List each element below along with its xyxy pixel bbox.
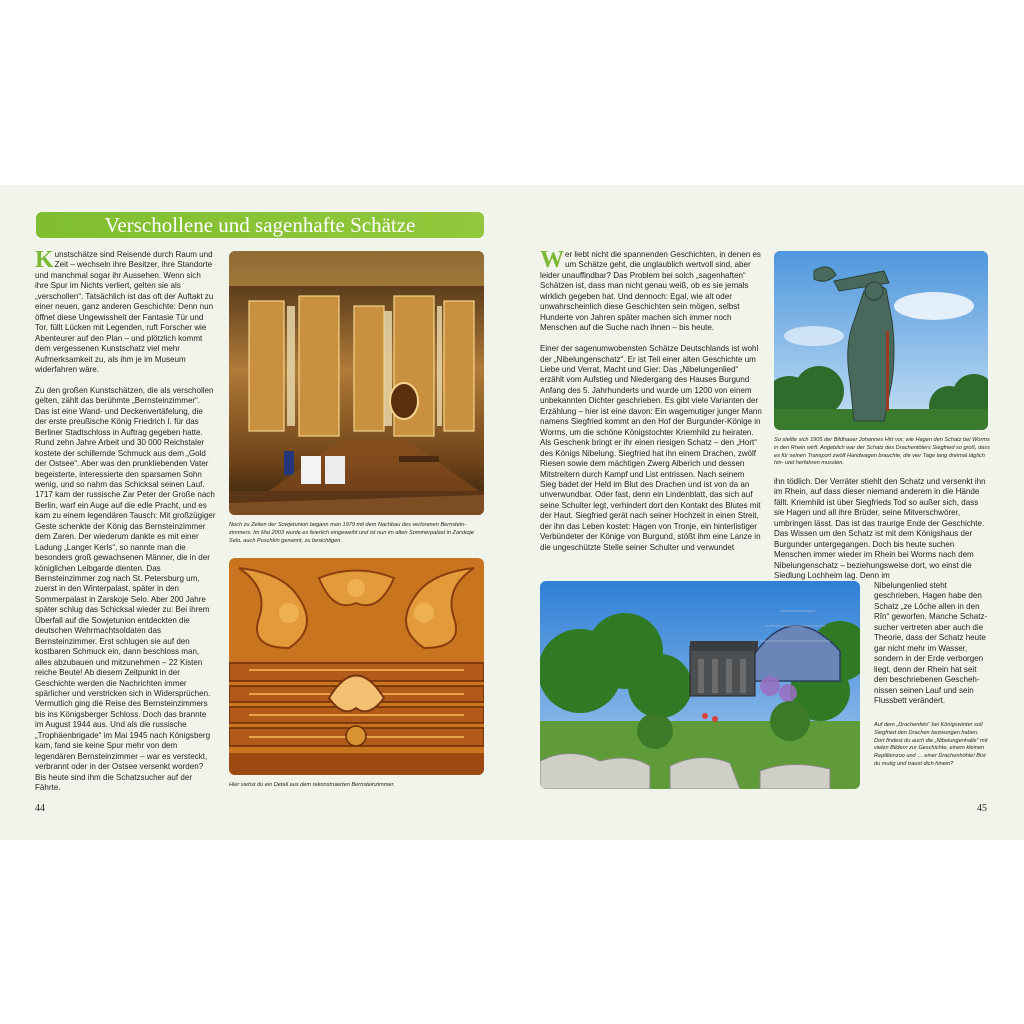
nibelungen-paragraph: Einer der sagenumwobensten Schätze Deutschlands ist wohl der „Nibelungenschatz“. Er ist Teil einer alten Geschichte um Liebe und Verrat, Macht und Gier: Das „Nibelungenlied“ erzählt vom Aufstieg und Niedergang des Hauses Burgund Anfang des 5. Jahrhunderts und wurde um 1200 von einem unbekannten Dichter geschrieben. Es gibt viele Varianten der Erzählung – hier ist eine davon: Ein wagemutiger junger Mann namens Siegfried kommt an den Hof der Burgunder-Könige in Worms, um die schöne Königstochter Kriemhild zu heiraten. Als Geschenk bringt er ihr einen riesigen Schatz – den „Hort“ des Königs Nibelung. Siegfried hat ihn einem Drachen, zwölf Riesen sowie dem mächtigen Zwerg Alberich und dessen Mitstreitern durch Kampf und List entrissen. Nach seinem Sieg badet der Held im Blut des Drachen und ist von da an unverwundbar. Oder fast, denn ein Lindenblatt, das sich auf seine Schulter legt, verhindert dort den Kontakt des Blutes mit der Haut. Siegfried gerät nach seiner Hochzeit in einen Streit, der ihn das Leben kostet: Hagen von Tronje, ein hinterlistiger Verbündeter der Könige von Burgund, stößt ihm eine Lanze in die ungeschützte Stelle seiner Schulter und verwundet (540, 344, 762, 552)
drachenfels-caption: Auf dem „Drachenfels“ bei Königswinter soll Siegfried den Drachen bezwungen haben. Dort findest du auch die „Nibelungenhalle“ mit vielen Bildern zur Geschichte, einem kleinen Reptilienzoo und … einer Drachenhöhle! Bist du mutig und traust dich hinein? (874, 722, 988, 767)
intro-text: unstschätze sind Reisende durch Raum und Zeit – wechseln ihre Besitzer, ihre Standorte und manchmal sogar ihr Aussehen. Wenn sich ihre Spur im Nichts verliert, gelten sie als „verschollen“. Tatsächlich ist das oft der Auftakt zu einer neuen, ganz anderen Geschichte: Denn nun öffnet diese Ungewissheit der Fantasie Tür und Tor, füllt Lücken mit Legenden, ruft Forscher wie Abenteurer auf den Plan – und plötzlich kommt dem vergessenen Kunstschatz viel mehr Aufmerksamkeit zu, als ihm je im Museum widerfahren wäre. (35, 250, 214, 374)
amber-room-paragraph: Zu den großen Kunstschätzen, die als verschollen gelten, zählt das berühmte „Bernsteinzimmer“. Das ist eine Wand- und Deckenvertäfelung, die der erste preußische König Friedrich I. für das Berliner Stadtschloss in Auftrag gegeben hatte. Rund zehn Jahre Arbeit und 30 000 Reichstaler kostete der schillernde Schmuck aus dem „Gold der Ostsee“. Aber was den prunkliebenden Vater begeisterte, interessierte den sparsamen Sohn wenig, und so nahm das Schicksal seinen Lauf. 1717 kam der russische Zar Peter der Große nach Berlin, warf ein Auge auf die edle Pracht, und es kam zu einem legendären Tausch: Mit großzügiger Geste schenkte der König das Bernsteinzimmer dem Zaren. Der wiederum dankte es mit einer Ladung „Langer Kerls“, so nannte man die besonders groß gewachsenen Männer, die in der königlichen Leibgarde dienten. Das Bernsteinzimmer zog nach St. Petersburg um, zuerst in den Winterpalast, später in den Sommerpalast in Zarskoje Selo. Aber 200 Jahre später schlug das Schicksal wieder zu: Bei ihrem Überfall auf die Sowjetunion entdeckten die deutschen Wehrmachtsoldaten das Bernsteinzimmer. Erst schlugen sie auf den kostbaren Schmuck ein, dann beschloss man, alles abzubauen und mitzunehmen – 22 Kisten reiche Beute! Ab diesem Zeitpunkt in der Geschichte werden die Nachrichten immer spärlicher und verstricken sich in Widersprüchen. Vermutlich ging die Reise des Bernsteinzimmers bis ins Königsberger Schloss. Doch das brannte im August 1944 aus. Und als die russische „Trophäenbrigade“ im Mai 1945 nach Königsberg kam, fand sie keine Spur mehr von dem legendären Bernsteinzimmer – war es versteckt, verbrannt oder in der Ostsee versenkt worden? Bis heute sind ihm die Schatzsucher auf der Fährte. (35, 385, 216, 793)
section-title-bar (36, 212, 484, 238)
far-right-text-bottom (874, 581, 988, 706)
section-title: Verschollene und sagenhafte Schätze (104, 213, 416, 237)
treasure-theory-paragraph: Nibelungenlied steht geschrieben, Hagen habe den Schatz „ze Lôche allen in den Rîn“ geworfen. Manche Schatzsucher vertreten aber auch die Theorie, dass der Schatz heute gar nicht mehr im Wasser, sondern in der Erde verborgen liegt, denn der Rhein hat seit den beschriebenen Geschehnissen seinen Lauf und sein Flussbett verändert. (874, 581, 988, 705)
amber-detail-caption: Hier siehst du ein Detail aus dem rekonstruierten Bernsteinzimmer. (229, 782, 395, 788)
treasure-intro-paragraph (540, 247, 762, 334)
amber-detail-photo (229, 558, 484, 775)
hagen-statue-photo (774, 251, 988, 430)
right-text-column (540, 247, 762, 553)
amber-room-photo (229, 251, 484, 515)
drop-cap: K (35, 247, 54, 273)
page-number-right: 45 (977, 803, 987, 814)
amber-room-caption: Noch zu Zeiten der Sowjetunion begann man 1979 mit dem Nachbau des verlorenen Bernsteinzimmers. Im Mai 2003 wurde es feierlich eingeweiht und ist nun im alten Sommerpalast in Zarskoje Selo, auch Puschkin genannt, zu besichtigen. (229, 522, 474, 544)
drop-cap: W (540, 247, 564, 273)
drachenfels-photo (540, 581, 860, 789)
page-number-left: 44 (35, 803, 45, 814)
treasure-intro-text: er liebt nicht die spannenden Geschichten, in denen es um Schätze geht, die unglaublich wertvoll sind, aber leider unauffindbar? Das Problem bei solch „sagenhaften“ Schätzen ist, dass man nicht genau weiß, ob es sie jemals wirklich gegeben hat. Und dennoch: Egal, wie alt oder unwahrscheinlich diese Geschichten sein mögen, selbst Hunderte von Jahren später machen sich immer noch Menschen auf die Suche nach ihnen – bis heute. (540, 250, 761, 333)
left-text-column (35, 247, 216, 794)
treasure-sinking-paragraph: ihn tödlich. Der Verräter stiehlt den Schatz und versenkt ihn im Rhein, auf dass dieser niemand anderem in die Hände fällt. Kriemhild ist über Siegfrieds Tod so außer sich, dass sie Hagen und all ihre Brüder, seine Mitverschwörer, umbringen lässt. Das ist das traurige Ende der Geschichte. Das Wissen um den Schatz ist mit dem Königshaus der Burgunder untergegangen. Doch bis heute suchen Menschen immer wieder im Rhein bei Worms nach dem Nibelungenschatz – beziehungsweise dort, wo einst die Siedlung Lochheim lag. Denn im (774, 477, 986, 581)
far-right-text-top (774, 477, 988, 582)
intro-paragraph (35, 247, 216, 375)
statue-caption: So stellte sich 1905 der Bildhauer Johannes Hirt vor, wie Hagen den Schatz bei Worms in den Rhein wirft. Angeblich war der Schatz des Drachentöters Siegfried so groß, dass es für seinen Transport zwölf Handwagen brauchte, die vier Tage lang dreimal täglich hin- und herfahren mussten. (774, 437, 990, 467)
